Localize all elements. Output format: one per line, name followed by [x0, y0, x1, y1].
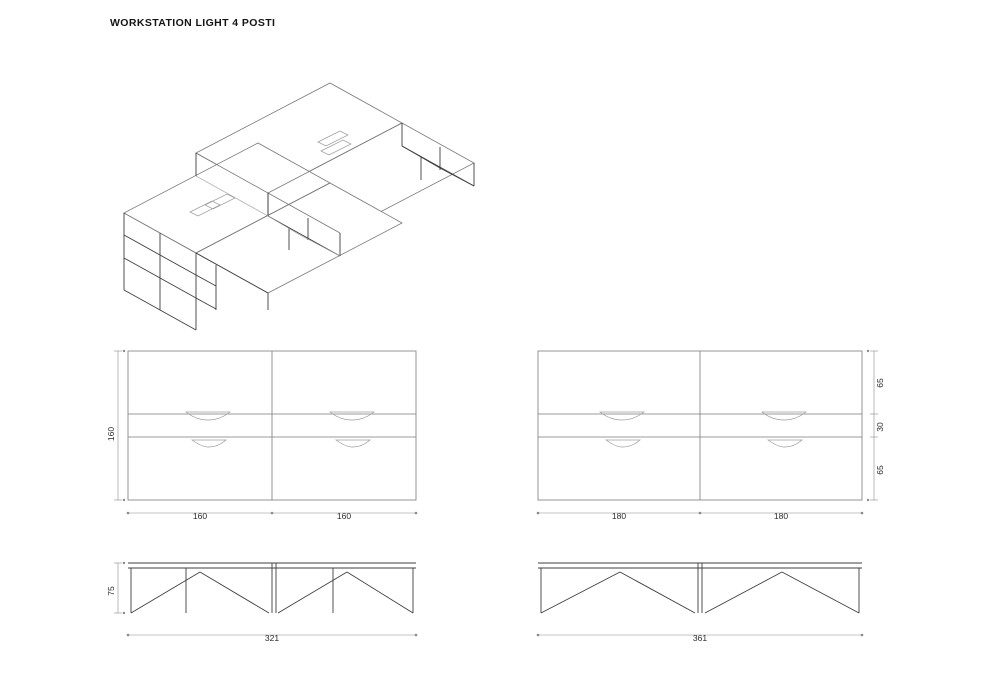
page-title: WORKSTATION LIGHT 4 POSTI — [110, 17, 276, 29]
dimension-elevation-right-horizontal — [537, 633, 864, 643]
top-view-side — [537, 350, 885, 521]
dim-label-75: 75 — [106, 586, 116, 596]
dim-label-30: 30 — [875, 422, 885, 432]
dimension-top-right-vertical — [870, 351, 885, 500]
dimension-top-right-horizontal — [537, 511, 864, 521]
dim-label-180-h1: 180 — [611, 511, 627, 521]
front-elevation — [106, 562, 417, 643]
dim-label-160-h2: 160 — [336, 511, 352, 521]
dim-label-65-bottom: 65 — [875, 465, 885, 475]
dimension-elevation-left-vertical — [106, 563, 122, 613]
dim-label-160-h1: 160 — [192, 511, 208, 521]
dim-label-160-vertical: 160 — [106, 426, 116, 442]
side-elevation — [537, 563, 864, 643]
dim-label-361: 361 — [692, 633, 708, 643]
dimension-top-left-horizontal — [127, 511, 418, 521]
dimension-elevation-left-horizontal — [127, 633, 418, 643]
perspective-view — [124, 83, 474, 330]
dim-label-180-h2: 180 — [773, 511, 789, 521]
dim-label-65-top: 65 — [875, 378, 885, 388]
top-view-front — [106, 350, 417, 521]
dimension-top-left-vertical — [106, 351, 122, 500]
dim-label-321: 321 — [264, 633, 280, 643]
